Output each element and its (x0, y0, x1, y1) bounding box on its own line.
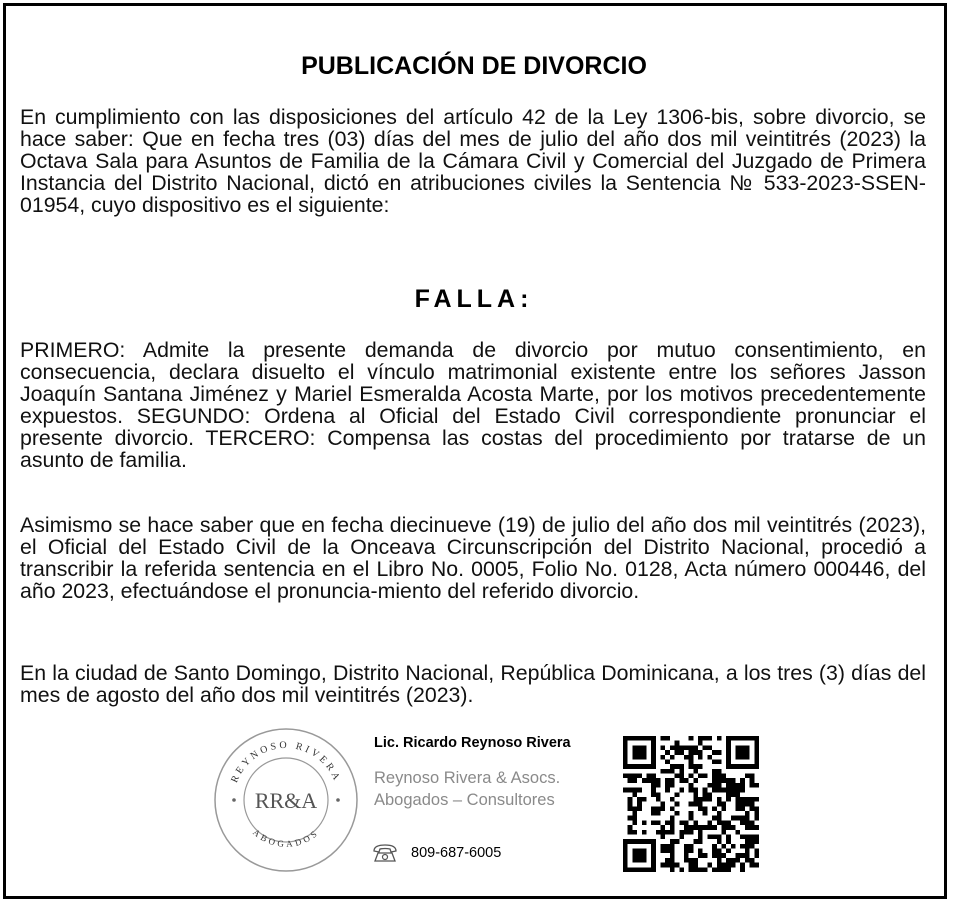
svg-text:ABOGADOS (251, 827, 321, 849)
falla-heading: FALLA: (414, 285, 534, 313)
law-firm-seal (212, 726, 360, 874)
seal-bottom-text: ABOGADOS (251, 827, 321, 850)
firm-name: Reynoso Rivera & Asocs. (374, 769, 561, 787)
firm-block (374, 735, 571, 811)
ruling-paragraph: PRIMERO: Admite la presente demanda de divorcio por mutuo consentimiento, en consecuencia, declara disuelto el vínculo matrimonial existente entre los señores Jasson Joaquín Santana Jiménez y Mariel Esmeralda Acosta Marte, por los motivos precedentemente expuestos. SEGUNDO: Ordena al Oficial del Estado Civil correspondiente pronunciar el presente divorcio. TERCERO: Compensa las costas del procedimiento por tratarse de un asunto de familia. (20, 338, 926, 472)
seal-center-text: RR&A (254, 788, 318, 813)
seal-top-text: REYNOSO RIVERA (229, 739, 343, 785)
transcription-paragraph: Asimismo se hace saber que en fecha diecinueve (19) de julio del año dos mil veintitrés (2023), el Oficial del Estado Civil de la Onceava Circunscripción del Distrito Nacional, procedió a transcribir la referida sentencia en el Libro No. 0005, Folio No. 0128, Acta número 000446, del año 2023, efectuándose el pronuncia-miento del referido divorcio. (20, 513, 926, 603)
firm-tagline: Abogados – Consultores (374, 791, 555, 809)
intro-paragraph: En cumplimiento con las disposiciones del artículo 42 de la Ley 1306-bis, sobre divorcio, se hace saber: Que en fecha tres (03) días del mes de julio del año dos mil veintitrés (2023) la Octava Sala para Asuntos de Familia de la Cámara Civil y Comercial del Juzgado de Primera Instancia del Distrito Nacional, dictó en atribuciones civiles la Sentencia № 533-2023-SSEN-01954, cuyo dispositivo es el siguiente: (20, 105, 926, 217)
closing-paragraph: En la ciudad de Santo Domingo, Distrito Nacional, República Dominicana, a los tres (3) días del mes de agosto del año dos mil veintitrés (2023). (20, 661, 926, 707)
telephone-icon (371, 842, 399, 864)
svg-text:REYNOSO RIVERA (229, 740, 343, 785)
notice-title: PUBLICACIÓN DE DIVORCIO (301, 52, 647, 80)
qr-code-icon (623, 736, 759, 872)
phone-row (371, 842, 501, 864)
lawyer-name: Lic. Ricardo Reynoso Rivera (374, 735, 571, 751)
phone-number: 809-687-6005 (411, 845, 502, 861)
